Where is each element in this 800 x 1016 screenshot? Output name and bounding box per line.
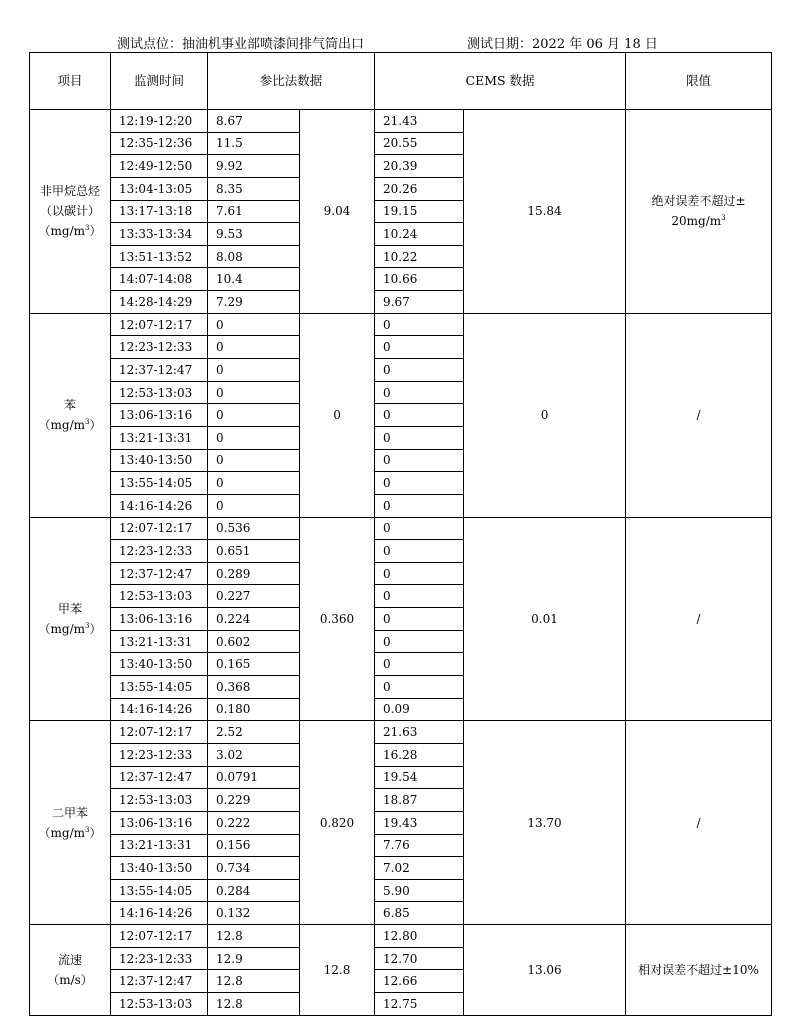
cems-value-cell: 21.63: [375, 721, 464, 744]
table-row: [30, 721, 772, 744]
reference-value-cell: 12.8: [208, 925, 300, 948]
cems-value-cell: 0: [375, 653, 464, 676]
monitor-time-cell: 13:21-13:31: [111, 834, 208, 857]
reference-average-cell: 0: [300, 313, 375, 517]
monitor-time-cell: 13:21-13:31: [111, 426, 208, 449]
cems-value-cell: 7.76: [375, 834, 464, 857]
cems-value-cell: 19.43: [375, 811, 464, 834]
item-name-cell: [30, 110, 111, 314]
cems-value-cell: 0: [375, 608, 464, 631]
cems-value-cell: 10.22: [375, 245, 464, 268]
monitor-time-cell: 12:37-12:47: [111, 970, 208, 993]
cems-value-cell: 0: [375, 359, 464, 382]
limit-cell: [626, 517, 772, 721]
cems-average-cell: 0.01: [464, 517, 626, 721]
unit-tail: ）: [89, 224, 102, 239]
test-date-label: 测试日期：: [467, 37, 533, 52]
unit-superscript: 3: [85, 621, 90, 630]
limit-line: 绝对误差不超过±: [651, 194, 746, 209]
monitor-time-cell: 12:37-12:47: [111, 359, 208, 382]
test-location-label: 测试点位：: [117, 37, 183, 52]
cems-average-cell: 13.70: [464, 721, 626, 925]
monitor-time-cell: 13:06-13:16: [111, 404, 208, 427]
unit-tail: ）: [89, 418, 102, 433]
monitor-time-cell: 13:40-13:50: [111, 449, 208, 472]
reference-value-cell: 12.8: [208, 970, 300, 993]
monitor-time-cell: 13:21-13:31: [111, 630, 208, 653]
cems-value-cell: 0: [375, 404, 464, 427]
monitor-time-cell: 13:40-13:50: [111, 857, 208, 880]
page-header: [0, 0, 800, 52]
cems-value-cell: 21.43: [375, 110, 464, 133]
cems-value-cell: 0: [375, 426, 464, 449]
monitor-time-cell: 12:53-13:03: [111, 789, 208, 812]
cems-value-cell: 9.67: [375, 291, 464, 314]
cems-value-cell: 0: [375, 472, 464, 495]
unit-superscript: 3: [85, 418, 90, 427]
monitor-time-cell: 13:04-13:05: [111, 177, 208, 200]
limit-value: /: [696, 408, 701, 423]
monitor-time-cell: 13:06-13:16: [111, 811, 208, 834]
item-name-line: 苯: [63, 398, 76, 413]
monitor-time-cell: 14:16-14:26: [111, 698, 208, 721]
monitor-time-cell: 12:23-12:33: [111, 947, 208, 970]
cems-value-cell: 0: [375, 630, 464, 653]
item-name-line: $(mg/m^3)$: [38, 418, 102, 433]
monitor-time-cell: 12:23-12:33: [111, 540, 208, 563]
cems-value-cell: 19.15: [375, 200, 464, 223]
monitor-time-cell: 14:28-14:29: [111, 291, 208, 314]
reference-value-cell: 12.8: [208, 992, 300, 1015]
reference-value-cell: 0.536: [208, 517, 300, 540]
monitor-time-cell: 13:40-13:50: [111, 653, 208, 676]
monitor-time-cell: 12:53-13:03: [111, 381, 208, 404]
item-name-line: 非甲烷总烃: [39, 184, 100, 199]
reference-value-cell: 3.02: [208, 743, 300, 766]
reference-value-cell: 0: [208, 381, 300, 404]
test-date-value: 2022 年 06 月 18 日: [532, 37, 658, 52]
cems-value-cell: 6.85: [375, 902, 464, 925]
cems-value-cell: 18.87: [375, 789, 464, 812]
limit-line: [626, 211, 771, 231]
item-name-line: 二甲苯: [51, 805, 88, 820]
cems-value-cell: 0: [375, 562, 464, 585]
reference-value-cell: 7.29: [208, 291, 300, 314]
test-location-value: 抽油机事业部喷漆间排气筒出口: [182, 37, 365, 52]
item-name-cell: [30, 313, 111, 517]
reference-value-cell: 0: [208, 404, 300, 427]
cems-value-cell: 10.66: [375, 268, 464, 291]
comparison-table: [29, 52, 772, 1016]
monitor-time-cell: 12:53-13:03: [111, 585, 208, 608]
reference-value-cell: 0.289: [208, 562, 300, 585]
cems-value-cell: 12.75: [375, 992, 464, 1015]
unit-tail: ）: [89, 825, 102, 840]
cems-value-cell: 10.24: [375, 223, 464, 246]
cems-value-cell: 19.54: [375, 766, 464, 789]
reference-value-cell: 0.165: [208, 653, 300, 676]
reference-average-cell: 0.360: [300, 517, 375, 721]
cems-value-cell: 20.55: [375, 132, 464, 155]
monitor-time-cell: 12:49-12:50: [111, 155, 208, 178]
monitor-time-cell: 12:07-12:17: [111, 313, 208, 336]
cems-value-cell: 0: [375, 449, 464, 472]
limit-value: /: [696, 611, 701, 626]
item-name-line: 流速: [57, 952, 82, 967]
monitor-time-cell: 13:06-13:16: [111, 608, 208, 631]
limit-cell: [626, 721, 772, 925]
reference-value-cell: 12.9: [208, 947, 300, 970]
cems-value-cell: 0: [375, 336, 464, 359]
monitor-time-cell: 12:23-12:33: [111, 743, 208, 766]
cems-value-cell: 12.66: [375, 970, 464, 993]
reference-value-cell: 11.5: [208, 132, 300, 155]
item-name-line: $(mg/m^3)$: [38, 621, 102, 636]
col-header-limit: 限值: [626, 53, 772, 110]
monitor-time-cell: 13:55-14:05: [111, 472, 208, 495]
limit-value: 20mg/m: [671, 214, 722, 229]
monitor-time-cell: 13:55-14:05: [111, 676, 208, 699]
reference-value-cell: 9.53: [208, 223, 300, 246]
monitor-time-cell: 12:35-12:36: [111, 132, 208, 155]
reference-average-cell: 0.820: [300, 721, 375, 925]
cems-value-cell: 0: [375, 676, 464, 699]
limit-cell: [626, 925, 772, 1016]
reference-average-cell: 12.8: [300, 925, 375, 1016]
reference-value-cell: 0: [208, 359, 300, 382]
monitor-time-cell: 13:17-13:18: [111, 200, 208, 223]
monitor-time-cell: 14:16-14:26: [111, 902, 208, 925]
reference-value-cell: 0.229: [208, 789, 300, 812]
col-header-item: 项目: [30, 53, 111, 110]
reference-value-cell: 0.156: [208, 834, 300, 857]
monitor-time-cell: 12:23-12:33: [111, 336, 208, 359]
test-date: [467, 33, 658, 52]
reference-value-cell: 0: [208, 336, 300, 359]
unit-tail: ）: [89, 621, 102, 636]
col-header-time: 监测时间: [111, 53, 208, 110]
col-header-reference: 参比法数据: [208, 53, 375, 110]
limit-cell: [626, 110, 772, 314]
reference-value-cell: 0.180: [208, 698, 300, 721]
monitor-time-cell: 13:51-13:52: [111, 245, 208, 268]
item-name-line: $(mg/m^3)$: [38, 825, 102, 840]
reference-value-cell: 0.602: [208, 630, 300, 653]
cems-average-cell: 0: [464, 313, 626, 517]
item-name-cell: [30, 517, 111, 721]
monitor-time-cell: 14:16-14:26: [111, 494, 208, 517]
reference-value-cell: 9.92: [208, 155, 300, 178]
table-body: [30, 110, 772, 1016]
cems-value-cell: 20.39: [375, 155, 464, 178]
reference-value-cell: 0.734: [208, 857, 300, 880]
reference-value-cell: 8.35: [208, 177, 300, 200]
unit-superscript: 3: [721, 214, 726, 223]
item-name-line: （m/s）: [47, 972, 93, 987]
reference-value-cell: 0.222: [208, 811, 300, 834]
table-row: [30, 925, 772, 948]
monitor-time-cell: 13:33-13:34: [111, 223, 208, 246]
cems-value-cell: 20.26: [375, 177, 464, 200]
limit-value: 相对误差不超过±10%: [638, 962, 759, 977]
limit-cell: [626, 313, 772, 517]
item-name-line: $(mg/m^3)$: [38, 224, 102, 239]
monitor-time-cell: 14:07-14:08: [111, 268, 208, 291]
reference-value-cell: 0.651: [208, 540, 300, 563]
cems-value-cell: 12.80: [375, 925, 464, 948]
cems-value-cell: 0: [375, 585, 464, 608]
reference-value-cell: 0.227: [208, 585, 300, 608]
reference-value-cell: 0: [208, 472, 300, 495]
cems-value-cell: 12.70: [375, 947, 464, 970]
item-name-line: 甲苯: [57, 601, 82, 616]
cems-average-cell: 15.84: [464, 110, 626, 314]
reference-value-cell: 7.61: [208, 200, 300, 223]
reference-value-cell: 0: [208, 494, 300, 517]
reference-value-cell: 8.08: [208, 245, 300, 268]
item-name-cell: [30, 721, 111, 925]
unit-superscript: 3: [85, 224, 90, 233]
monitor-time-cell: 12:53-13:03: [111, 992, 208, 1015]
col-header-cems: CEMS 数据: [375, 53, 626, 110]
monitor-time-cell: 12:37-12:47: [111, 766, 208, 789]
reference-value-cell: 0: [208, 426, 300, 449]
reference-value-cell: 0.132: [208, 902, 300, 925]
reference-value-cell: 8.67: [208, 110, 300, 133]
test-location: [117, 33, 364, 52]
cems-value-cell: 16.28: [375, 743, 464, 766]
cems-value-cell: 0: [375, 517, 464, 540]
header-row: [30, 53, 772, 110]
monitor-time-cell: 12:07-12:17: [111, 925, 208, 948]
cems-value-cell: 7.02: [375, 857, 464, 880]
unit-superscript: 3: [85, 825, 90, 834]
reference-value-cell: 0.0791: [208, 766, 300, 789]
table-row: [30, 313, 772, 336]
reference-value-cell: 0.368: [208, 676, 300, 699]
reference-value-cell: 0: [208, 313, 300, 336]
cems-average-cell: 13.06: [464, 925, 626, 1016]
monitor-time-cell: 13:55-14:05: [111, 879, 208, 902]
cems-value-cell: 0: [375, 313, 464, 336]
reference-value-cell: 0.224: [208, 608, 300, 631]
item-name-cell: [30, 925, 111, 1016]
monitor-time-cell: 12:07-12:17: [111, 517, 208, 540]
reference-average-cell: 9.04: [300, 110, 375, 314]
table-row: [30, 517, 772, 540]
monitor-time-cell: 12:07-12:17: [111, 721, 208, 744]
limit-value: /: [696, 815, 701, 830]
reference-value-cell: 10.4: [208, 268, 300, 291]
monitor-time-cell: 12:19-12:20: [111, 110, 208, 133]
cems-value-cell: 0: [375, 540, 464, 563]
monitor-time-cell: 12:37-12:47: [111, 562, 208, 585]
cems-value-cell: 0.09: [375, 698, 464, 721]
reference-value-cell: 0: [208, 449, 300, 472]
cems-value-cell: 0: [375, 381, 464, 404]
cems-value-cell: 5.90: [375, 879, 464, 902]
reference-value-cell: 0.284: [208, 879, 300, 902]
table-row: [30, 110, 772, 133]
cems-value-cell: 0: [375, 494, 464, 517]
item-name-line: （以碳计）: [39, 204, 100, 219]
reference-value-cell: 2.52: [208, 721, 300, 744]
